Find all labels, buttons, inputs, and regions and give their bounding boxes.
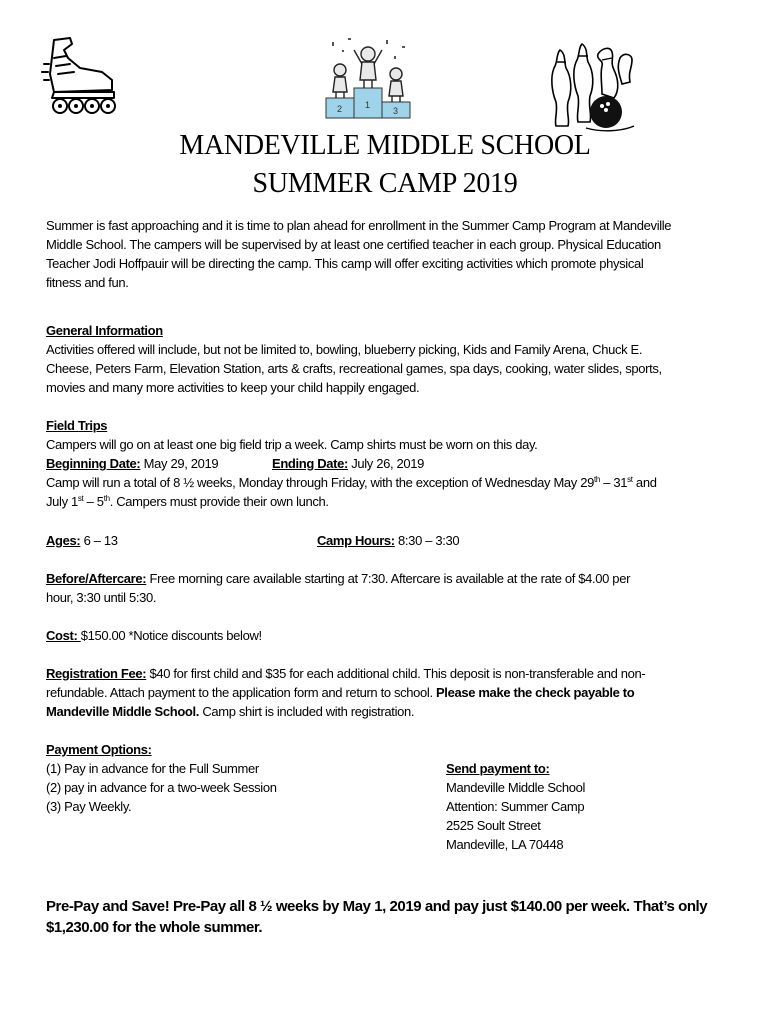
- ordinal-suffix: st: [627, 475, 633, 484]
- registration-fee-line: [46, 702, 414, 721]
- check-payable-note: Please make the check payable to: [435, 685, 635, 700]
- camp-dates-line: [46, 454, 218, 473]
- kids-on-podium-icon: [318, 36, 418, 120]
- ordinal-suffix: th: [103, 494, 110, 503]
- ending-date-label: Ending Date:: [272, 456, 348, 471]
- ending-date-line: [272, 454, 424, 473]
- before-aftercare-line: hour, 3:30 until 5:30.: [46, 590, 157, 605]
- send-payment-address-line: Mandeville, LA 70448: [446, 837, 564, 852]
- intro-line: Teacher Jodi Hoffpauir will be directing the camp. This camp will offer exciting activities which promote physical: [46, 256, 644, 271]
- prepay-line: Pre-Pay and Save! Pre-Pay all 8 ½ weeks by May 1, 2019 and pay just $140.00 per week. That’s only: [46, 898, 708, 915]
- ages-value: 6 – 13: [80, 533, 118, 548]
- prepay-line: $1,230.00 for the whole summer.: [46, 919, 263, 936]
- send-payment-address-line: Attention: Summer Camp: [446, 799, 585, 814]
- payment-option-item: (3) Pay Weekly.: [46, 799, 132, 814]
- general-information-line: Activities offered will include, but not be limited to, bowling, blueberry picking, Kids and Family Arena, Chuck E.: [46, 342, 643, 357]
- camp-duration-text: – 5: [83, 494, 104, 509]
- camp-duration-line: [46, 492, 329, 511]
- general-information-line: Cheese, Peters Farm, Elevation Station, arts & crafts, recreational games, spa days, cooking, water slides, sports,: [46, 361, 662, 376]
- page-subtitle: SUMMER CAMP 2019: [252, 168, 518, 199]
- payment-option-item: (1) Pay in advance for the Full Summer: [46, 761, 259, 776]
- general-information-line: movies and many more activities to keep your child happily engaged.: [46, 380, 420, 395]
- before-aftercare-label: Before/Aftercare:: [46, 571, 147, 586]
- ordinal-suffix: st: [77, 494, 84, 503]
- registration-fee-text: refundable. Attach payment to the application form and return to school.: [46, 685, 436, 700]
- check-payable-name: Mandeville Middle School.: [46, 704, 200, 719]
- send-payment-address-line: 2525 Soult Street: [446, 818, 541, 833]
- cost-label: Cost:: [46, 628, 81, 643]
- field-trips-line: Campers will go on at least one big field trip a week. Camp shirts must be worn on this day.: [46, 437, 538, 452]
- camp-hours-line: [317, 531, 459, 550]
- podium-place-second: 2: [337, 104, 343, 114]
- before-aftercare-text: Free morning care available starting at 7:30. Aftercare is available at the rate of $4.00 per: [146, 571, 631, 586]
- page-title: MANDEVILLE MIDDLE SCHOOL: [179, 130, 591, 161]
- payment-option-item: (2) pay in advance for a two-week Session: [46, 780, 277, 795]
- send-payment-heading: Send payment to:: [446, 761, 550, 776]
- camp-duration-text: July 1: [46, 494, 78, 509]
- camp-duration-text: – 31: [599, 475, 628, 490]
- field-trips-heading: Field Trips: [46, 418, 108, 433]
- ages-line: [46, 531, 118, 550]
- beginning-date-label: Beginning Date:: [46, 456, 141, 471]
- podium-place-first: 1: [365, 100, 371, 110]
- camp-duration-text: . Campers must provide their own lunch.: [109, 494, 329, 509]
- inline-skate-icon: [40, 34, 130, 122]
- intro-line: Middle School. The campers will be supervised by at least one certified teacher in each group. Physical Education: [46, 237, 661, 252]
- intro-line: fitness and fun.: [46, 275, 129, 290]
- camp-hours-label: Camp Hours:: [317, 533, 395, 548]
- general-information-heading: General Information: [46, 323, 163, 338]
- podium-place-third: 3: [393, 106, 399, 116]
- camp-hours-value: 8:30 – 3:30: [394, 533, 460, 548]
- intro-line: Summer is fast approaching and it is time to plan ahead for enrollment in the Summer Camp Program at Mandeville: [46, 218, 672, 233]
- registration-fee-line: [46, 683, 634, 702]
- before-aftercare-line: [46, 569, 630, 588]
- ages-label: Ages:: [46, 533, 81, 548]
- ending-date-value: July 26, 2019: [347, 456, 425, 471]
- ordinal-suffix: th: [593, 475, 600, 484]
- cost-line: [46, 626, 262, 645]
- camp-duration-text: and: [632, 475, 657, 490]
- bowling-pins-and-ball-icon: [540, 38, 640, 132]
- camp-duration-text: Camp will run a total of 8 ½ weeks, Monday through Friday, with the exception of Wednesday May 29: [46, 475, 594, 490]
- registration-fee-line: [46, 664, 645, 683]
- registration-fee-text: Camp shirt is included with registration.: [199, 704, 415, 719]
- registration-fee-text: $40 for first child and $35 for each additional child. This deposit is non-transferable and non-: [146, 666, 646, 681]
- camp-duration-line: [46, 473, 657, 492]
- registration-fee-label: Registration Fee:: [46, 666, 147, 681]
- beginning-date-value: May 29, 2019: [140, 456, 219, 471]
- payment-options-heading: Payment Options:: [46, 742, 152, 757]
- send-payment-address-line: Mandeville Middle School: [446, 780, 586, 795]
- cost-value: $150.00 *Notice discounts below!: [80, 628, 262, 643]
